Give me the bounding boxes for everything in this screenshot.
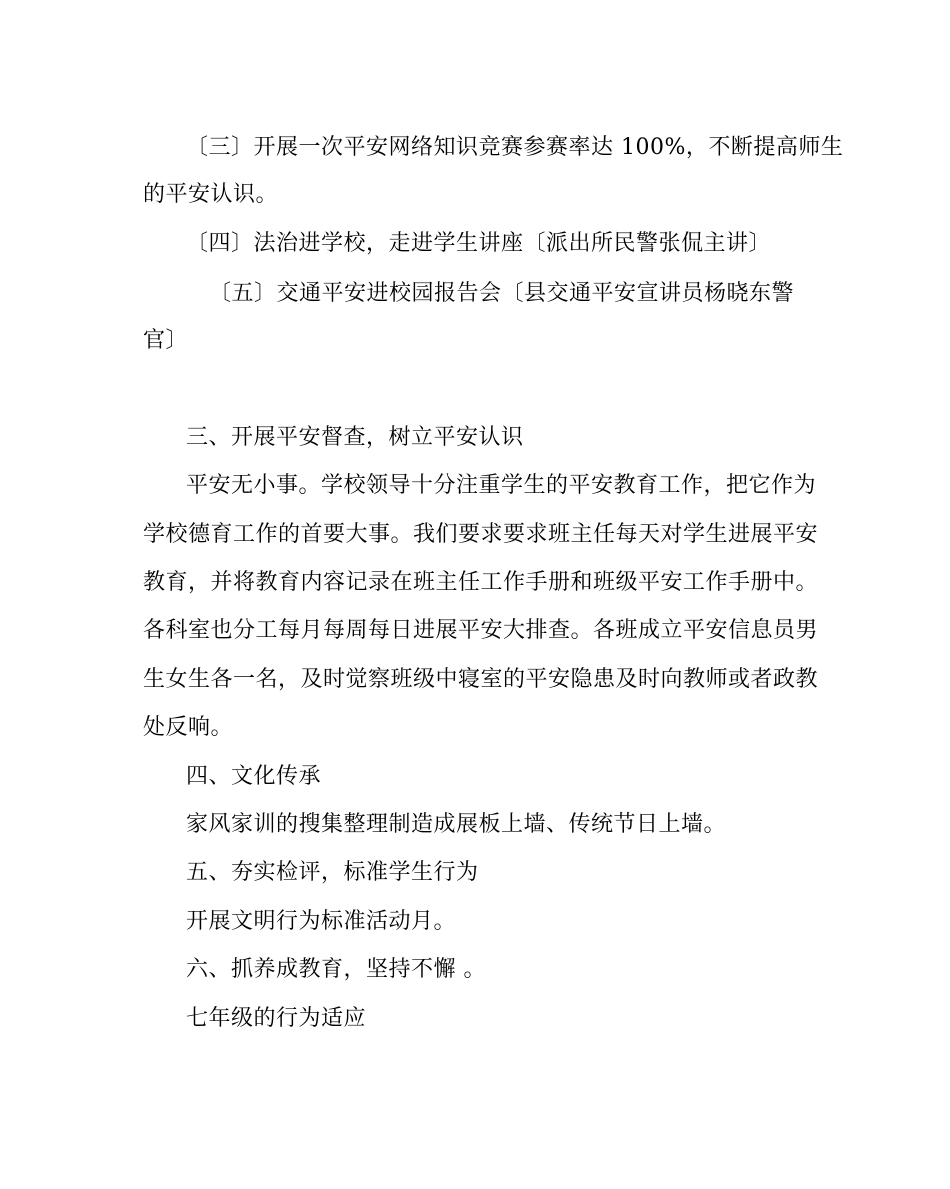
- body-line-5: 生女生各一名，及时觉察班级中寝室的平安隐患及时向教师或者政教: [143, 667, 819, 692]
- section-6-body: 七年级的行为适应: [186, 1006, 367, 1031]
- paragraph-san-line-2: 的平安认识。: [143, 182, 279, 207]
- body-line-3: 教育，并将教育内容记录在班主任工作手册和班级平安工作手册中。: [143, 570, 819, 595]
- section-heading-4: 四、文化传承: [186, 764, 322, 789]
- paragraph-wu-line-1: 〔五〕交通平安进校园报告会〔县交通平安宣讲员杨晓东警: [209, 281, 795, 306]
- body-line-1: 平安无小事。学校领导十分注重学生的平安教育工作，把它作为: [186, 473, 817, 498]
- paragraph-wu-line-2: 官〕: [143, 328, 189, 353]
- section-heading-6: 六、抓养成教育，坚持不懈 。: [186, 957, 486, 982]
- body-line-6: 处反响。: [143, 715, 234, 740]
- body-line-4: 各科室也分工每月每周每日进展平安大排查。各班成立平安信息员男: [143, 618, 819, 643]
- section-heading-3: 三、开展平安督查，树立平安认识: [186, 425, 524, 450]
- section-5-body: 开展文明行为标准活动月。: [186, 909, 457, 934]
- paragraph-san-line-1: 〔三〕开展一次平安网络知识竞赛参赛率达 100%，不断提高师生: [186, 135, 844, 160]
- paragraph-si: 〔四〕法治进学校，走进学生讲座〔派出所民警张侃主讲〕: [186, 231, 772, 256]
- section-4-body: 家风家训的搜集整理制造成展板上墙、传统节日上墙。: [186, 812, 727, 837]
- body-line-2: 学校德育工作的首要大事。我们要求要求班主任每天对学生进展平安: [143, 522, 819, 547]
- section-heading-5: 五、夯实检评，标准学生行为: [186, 860, 479, 885]
